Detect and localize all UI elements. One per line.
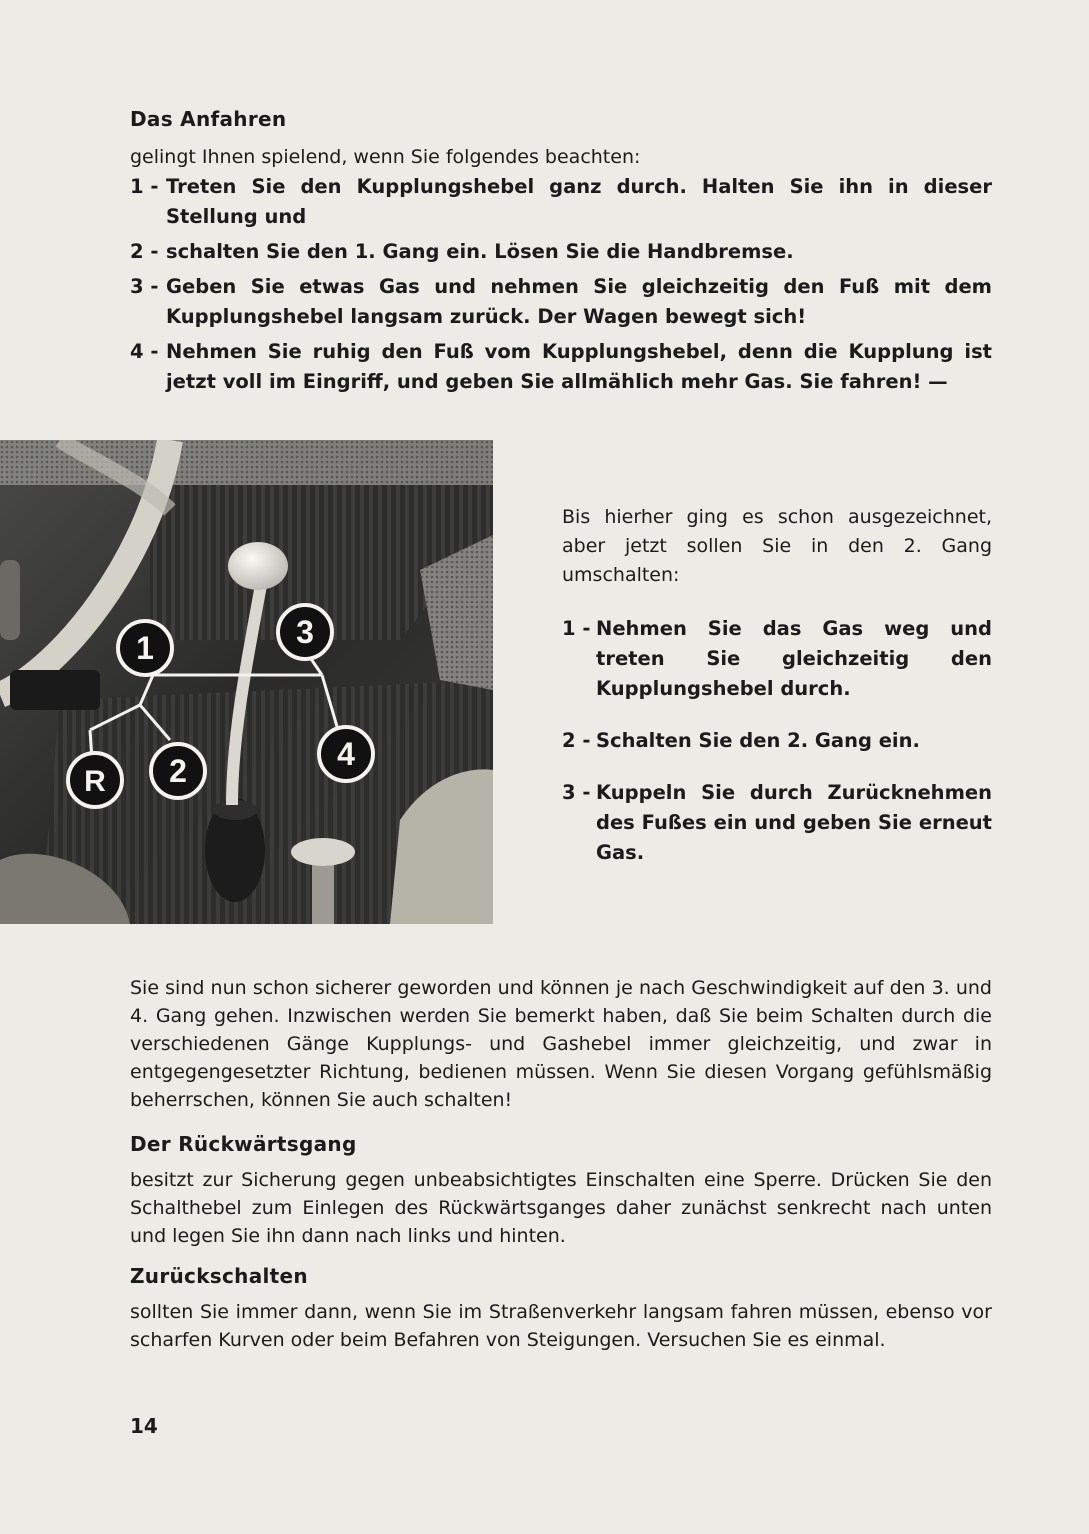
gear-badge-1 [118,621,172,675]
step-text: Treten Sie den Kupplungshebel ganz durch. Halten Sie ihn in dieser Stellung und [166,175,992,228]
list-item [130,337,992,397]
gear-badge-4 [319,727,373,781]
gear-label-3: 3 [296,614,314,650]
step-number: 4 - [130,340,159,363]
gear-label-1: 1 [136,630,154,666]
list-item [130,172,992,232]
heading-zurueckschalten: Zurückschalten [130,1264,308,1288]
heading-anfahren: Das Anfahren [130,107,287,131]
step-number: 3 - [130,275,159,298]
list-item [130,237,992,267]
gear-badge-2 [151,744,205,798]
list-item [130,272,992,332]
step-number: 2 - [562,729,591,752]
paragraph-hoehere-gaenge: Sie sind nun schon sicherer geworden und können je nach Geschwindigkeit auf den 3. und 4. Gang gehen. Inzwischen werden Sie bemerkt haben, daß Sie beim Schalten durch die verschiedenen Gänge Kupplungs- und Gashebel immer gleichzeitig, und zwar in entgegengesetzter Richtung, bedienen müssen. Wenn Sie diesen Vorgang gefühlsmäßig beherrschen, können Sie auch schalten! [130,977,992,1111]
step-text: schalten Sie den 1. Gang ein. Lösen Sie die Handbremse. [166,240,794,263]
zurueckschalten-text: sollten Sie immer dann, wenn Sie im Straßenverkehr langsam fahren müssen, ebenso vor scharfen Kurven oder beim Befahren von Steigungen. Versuchen Sie es einmal. [130,1301,992,1351]
rueckwaertsgang-text: besitzt zur Sicherung gegen unbeabsichtigtes Einschalten eine Sperre. Drücken Sie den Schalthebel zum Einlegen des Rückwärtsganges daher zunächst senkrecht nach unten und legen Sie ihn dann nach links und hinten. [130,1169,992,1247]
step-number: 3 - [562,781,591,804]
gear-badge-3 [278,605,332,659]
gear-shift-photo [0,440,493,924]
step-number: 1 - [130,175,159,198]
anfahren-intro: gelingt Ihnen spielend, wenn Sie folgendes beachten: [130,146,641,168]
step-text: Schalten Sie den 2. Gang ein. [596,729,920,752]
list-item [562,726,992,756]
page-number: 14 [130,1414,158,1438]
step-number: 2 - [130,240,159,263]
step-text: Geben Sie etwas Gas und nehmen Sie gleichzeitig den Fuß mit dem Kupplungshebel langsam zurück. Der Wagen bewegt sich! [166,275,992,328]
gear-badge-r [68,753,122,807]
gear-label-2: 2 [169,753,187,789]
anfahren-steps [130,172,992,402]
list-item [562,614,992,704]
gear-label-r: R [84,765,106,798]
step-text: Nehmen Sie ruhig den Fuß vom Kupplungshebel, denn die Kupplung ist jetzt voll im Eingriff, und geben Sie allmählich mehr Gas. Sie fahren! — [166,340,992,393]
step-text: Nehmen Sie das Gas weg und treten Sie gleichzeitig den Kupplungshebel durch. [596,617,992,700]
list-item [562,778,992,868]
step-number: 1 - [562,617,591,640]
heading-rueckwaertsgang: Der Rückwärtsgang [130,1132,357,1156]
gear-label-4: 4 [337,736,355,772]
umschalten-steps [562,614,992,890]
umschalten-intro: Bis hierher ging es schon ausgezeichnet, aber jetzt sollen Sie in den 2. Gang umschalten: [562,506,992,586]
step-text: Kuppeln Sie durch Zurücknehmen des Fußes ein und geben Sie erneut Gas. [596,781,992,864]
